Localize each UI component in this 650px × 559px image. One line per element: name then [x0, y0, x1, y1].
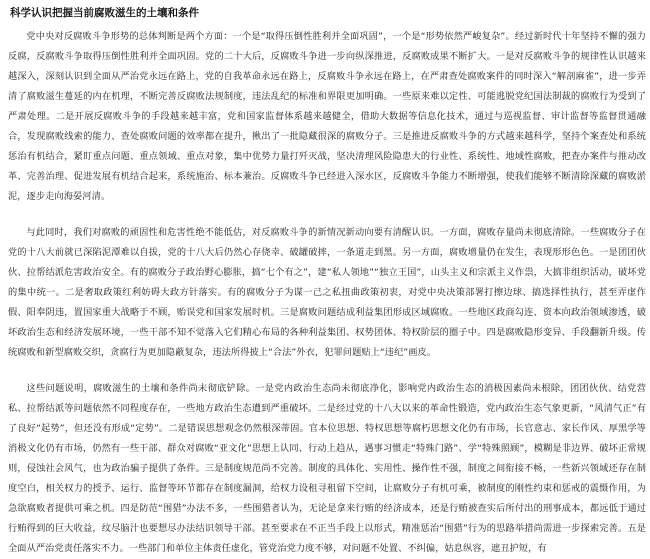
paragraph-2: 与此同时，我们对腐败的顽固性和危害性绝不能低估，对反腐败斗争的新情况新动向要有清醒认识。一方面，腐败存量尚未彻底清除。一些腐败分子在党的十八大前就已深陷泥潭难以自拔，党的十八大后仍然心存侥幸、破罐破摔，一条道走到黑。另一方面，腐败增量仍在发生，表现形形色色。一是团团伙伙、拉帮结派危害政治安全。有的腐败分子政治野心膨胀，搞“七个有之”，建“私人领地”“独立王国”，山头主义和宗派主义作祟，大搞非组织活动，破坏党的集中统一。二是奢取政策红利妨碍大政方针落实。有的腐败分子为谋一己之私扭曲政策初衷，对党中央决策部署打擦边球、搞选择性执行，甚至弄虚作假、阳奉阴违，置国家重大战略于不顾，贻误党和国家发展时机。三是腐败问题结成利益集团形成区域腐败。一些地区政商勾连、资本向政治领域渗透，破坏政治生态和经济发展环境，一些干部不知不觉落入它们精心布局的各种利益集团、权势团体、特权阶层的圈子中。四是腐败隐形变异、手段翻新升级。传统腐败和新型腐败交织，贪腐行为更加隐蔽复杂，违法所得披上“合法”外衣，犯罪问题贴上“违纪”画皮。	[8, 227, 646, 358]
paragraph-1: 党中央对反腐败斗争形势的总体判断是两个方面：一个是“取得压倒性胜利并全面巩固”，一个是“形势依然严峻复杂”。经过新时代十年坚持不懈的强力反腐，反腐败斗争取得压倒性胜利并全面巩固。党的二十大后，反腐败斗争进一步向纵深推进，反腐败成果不断扩大。一是对反腐败斗争的规律性认识越来越深入，深刻认识到全面从严治党永远在路上，党的自我革命永远在路上，反腐败斗争永远在路上，在严肃查处腐败案件的同时深入“解剖麻雀”，进一步弄清了腐败滋生蔓延的内在机理，不断完善反腐败法规制度，违法乱纪的标准和界限更加明确。一些原来难以定性、可能逃脱党纪国法制裁的腐败行为受到了严肃处理。二是开展反腐败斗争的手段越来越丰富，党和国家监督体系越来越健全，借助大数据等信息化技术，通过与巡视监督、审计监督等监督贯通融合，发现腐败线索的能力、查处腐败问题的效率都在提升，揪出了一批隐藏很深的腐败分子。三是推进反腐败斗争的方式越来越科学，坚持个案查处和系统惩治有机结合，紧盯重点问题、重点领域、重点对象，集中优势力量打歼灭战，坚决清理风险隐患大的行业性、系统性、地域性腐败，把查办案件与推动改革、完善治理、促进发展有机结合起来，系统施治、标本兼治。反腐败斗争已经进入深水区，反腐败斗争能力不断增强，使我们能够不断清除深藏的腐败淤泥，逐步走向海晏河清。	[8, 31, 646, 202]
paragraph-3: 这些问题说明，腐败滋生的土壤和条件尚未彻底铲除。一是党内政治生态尚未彻底净化，影响党内政治生态的消极因素尚未根除，团团伙伙、结党营私、拉帮结派等问题依然不同程度存在，一些地方政治生态遭到严重破坏。二是经过党的十八大以来的革命性锻造，党内政治生态气象更新，“风清气正”有了良好“起势”，但还没有形成“定势”。二是错误思想观念仍然根深蒂固。官本位思想、特权思想等腐朽思想文化仍有市场，长官意志、家长作风、厚黑学等消极文化仍有市场，仍然有一些干部、群众对腐败“亚文化”思想上认同、行动上趋从，遇事习惯走“特殊门路”、学“特殊照顾”，模糊是非边界、破坏正常规则，侵蚀社会风气，也为政治骗子提供了条件。三是制度规范尚不完善。制度的具体化、实用性、操作性不强，制度之间衔接不畅，一些新兴领域还存在制度空白，相关权力的授予、运行、监督等环节都存在制度漏洞，给权力设租寻租留下空间，让腐败分子有机可乘，被制度的刚性约束和惩戒的震慑作用，为急欲腐败者提供可乘之机。四是防范“围猎”办法不多，一些围猎者认为，无论是拿来行贿的经济成本，还是行贿被查实后所付出的刑事成本，都远低于通过行贿得到的巨大收益，纹尽脑汁也要想尽办法结识领导干部。甚至要求在不正当手段上以形式，精准惩治“围猎”行为的思路举措尚需进一步探索完善。五是全面从严治党责任落实不力。一些部门和单位主体责任虚化，管党治党力度不够，对问题不处置、不纠偏，姑息纵容，遮丑护短，有	[8, 383, 646, 554]
document-title: 科学认识把握当前腐败滋生的土壤和条件	[10, 7, 199, 19]
